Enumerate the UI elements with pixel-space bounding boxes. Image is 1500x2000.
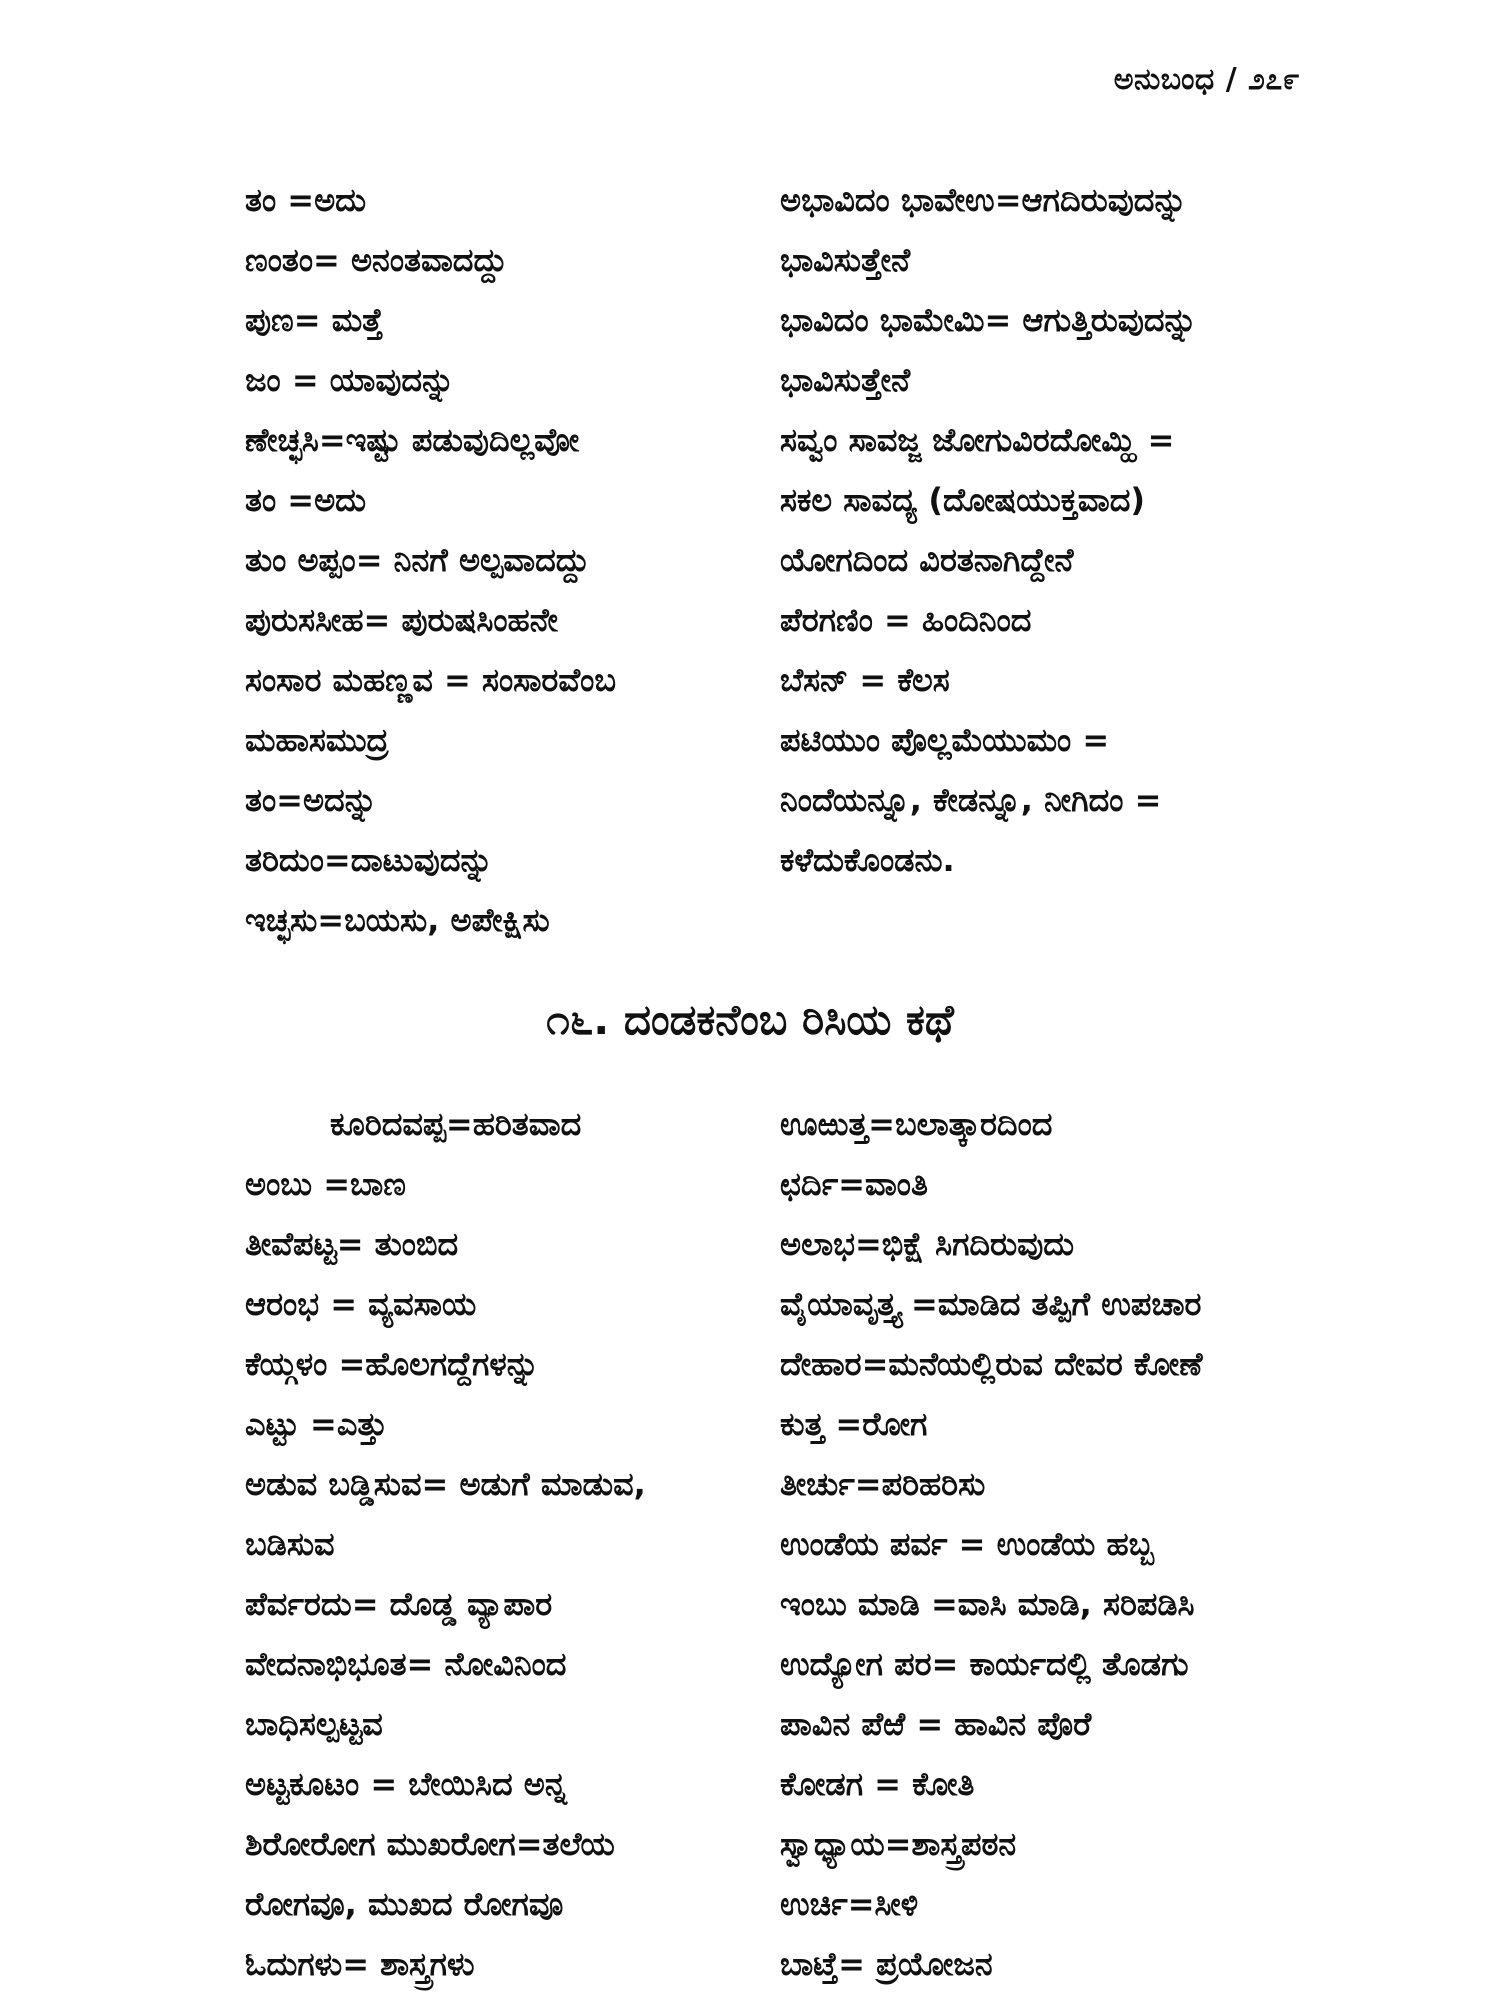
glossary-entry: ಸಂಸಾರ ಮಹಣ್ಣವ = ಸಂಸಾರವೆಂಬ <box>245 661 617 699</box>
glossary-entry: ತಂ =ಅದು <box>245 481 367 519</box>
glossary-entry: ಇಂಬು ಮಾಡಿ =ವಾಸಿ ಮಾಡಿ, ಸರಿಪಡಿಸಿ <box>780 1585 1195 1623</box>
glossary-entry: ಉರ್ಚಿ=ಸೀಳಿ <box>780 1885 919 1923</box>
glossary-entry: ಕೆಯ್ಗಳಂ =ಹೊಲಗದ್ದೆಗಳನ್ನು <box>245 1345 540 1383</box>
section-heading: ೧೬. ದಂಡಕನೆಂಬ ರಿಸಿಯ ಕಥೆ <box>546 995 954 1044</box>
glossary-entry: ಪುರುಸಸೀಹ= ಪುರುಷಸಿಂಹನೇ <box>245 601 559 639</box>
glossary-column-right-2 <box>780 1094 1300 1994</box>
glossary-entry: ಭಾವಿಸುತ್ತೇನೆ <box>780 361 911 399</box>
glossary-entry: ಅಂಬು =ಬಾಣ <box>245 1165 406 1203</box>
glossary-entry: ಬೆಸನ್ = ಕೆಲಸ <box>780 661 950 699</box>
glossary-entry: ತಂ=ಅದನ್ನು <box>245 781 377 819</box>
glossary-entry: ಕುತ್ತ =ರೋಗ <box>780 1405 928 1443</box>
glossary-entry: ತರಿದುಂ=ದಾಟುವುದನ್ನು <box>245 841 493 879</box>
glossary-entry: ಬಡಿಸುವ <box>245 1525 335 1563</box>
glossary-entry: ಭಾವಿಸುತ್ತೇನೆ <box>780 241 911 279</box>
glossary-entry: ಉಂಡೆಯ ಪರ್ವ = ಉಂಡೆಯ ಹಬ್ಬ <box>780 1525 1154 1563</box>
glossary-entry: ಅಟ್ಟಕೂಟಂ = ಬೇಯಿಸಿದ ಅನ್ನ <box>245 1765 567 1803</box>
glossary-entry: ಸವ್ವಂ ಸಾವಜ್ಜ ಜೋಗುವಿರದೋಮ್ಹಿ = <box>780 421 1175 459</box>
glossary-entry: ಅಡುವ ಬಡ್ಡಿಸುವ= ಅಡುಗೆ ಮಾಡುವ, <box>245 1465 646 1503</box>
glossary-entry: ಊಱುತ್ತ=ಬಲಾತ್ಕಾರದಿಂದ <box>780 1105 1053 1143</box>
glossary-entry: ಕಳೆದುಕೊಂಡನು. <box>780 841 955 879</box>
glossary-entry: ಓದುಗಳು= ಶಾಸ್ತ್ರಗಳು <box>245 1945 475 1983</box>
glossary-entry: ಜಂ = ಯಾವುದನ್ನು <box>245 361 455 399</box>
glossary-entry: ತಂ =ಅದು <box>245 181 367 219</box>
glossary-entry: ಕೋಡಗ = ಕೋತಿ <box>780 1765 975 1803</box>
glossary-entry: ಪುಣ= ಮತ್ತೆ <box>245 301 384 339</box>
glossary-column-left-1 <box>245 170 745 950</box>
glossary-entry: ಛರ್ದಿ=ವಾಂತಿ <box>780 1165 928 1203</box>
glossary-column-left-2 <box>245 1094 745 1994</box>
glossary-entry: ಅಲಾಭ=ಭಿಕ್ಷೆ ಸಿಗದಿರುವುದು <box>780 1225 1075 1263</box>
glossary-entry: ತುಂ ಅಪ್ಪಂ= ನಿನಗೆ ಅಲ್ಪವಾದದ್ದು <box>245 541 590 579</box>
glossary-entry: ಉದ್ಯೋಗ ಪರ= ಕಾರ್ಯದಲ್ಲಿ ತೊಡಗು <box>780 1645 1189 1683</box>
glossary-entry: ವೈಯಾವೃತ್ತ್ಯ =ಮಾಡಿದ ತಪ್ಪಿಗೆ ಉಪಚಾರ <box>780 1285 1202 1323</box>
glossary-entry: ಯೋಗದಿಂದ ವಿರತನಾಗಿದ್ದೇನೆ <box>780 541 1074 579</box>
running-header: ಅನುಬಂಧ / ೨೭೯ <box>1113 62 1300 97</box>
glossary-entry: ಎಟ್ಟು =ಎತ್ತು <box>245 1405 388 1443</box>
glossary-column-right-1 <box>780 170 1300 890</box>
glossary-entry: ಸ್ವಾಧ್ಯಾಯ=ಶಾಸ್ತ್ರಪಠನ <box>780 1825 1017 1863</box>
glossary-entry: ಶಿರೋರೋಗ ಮುಖರೋಗ=ತಲೆಯ <box>245 1825 615 1863</box>
glossary-entry: ಸಕಲ ಸಾವದ್ಯ (ದೋಷಯುಕ್ತವಾದ) <box>780 481 1146 519</box>
glossary-entry: ನಿಂದೆಯನ್ನೂ, ಕೇಡನ್ನೂ, ನೀಗಿದಂ = <box>780 781 1162 819</box>
glossary-entry: ಭಾವಿದಂ ಭಾಮೇಮಿ= ಆಗುತ್ತಿರುವುದನ್ನು <box>780 301 1197 339</box>
glossary-entry: ದೇಹಾರ=ಮನೆಯಲ್ಲಿರುವ ದೇವರ ಕೋಣೆ <box>780 1345 1203 1383</box>
glossary-entry: ತೀರ್ಚು=ಪರಿಹರಿಸು <box>780 1465 986 1503</box>
glossary-entry: ಪೆರ್ವರದು= ದೊಡ್ಡ ವ್ಯಾಪಾರ <box>245 1585 553 1623</box>
glossary-entry: ಬಾಟ್ತೆ= ಪ್ರಯೋಜನ <box>780 1945 993 1983</box>
glossary-entry: ಮಹಾಸಮುದ್ರ <box>245 721 389 759</box>
glossary-entry: ಪೆರಗಣಿಂ = ಹಿಂದಿನಿಂದ <box>780 601 1032 639</box>
glossary-entry: ಆರಂಭ = ವ್ಯವಸಾಯ <box>245 1285 477 1323</box>
glossary-entry: ಇಚ್ಛಸು=ಬಯಸು, ಅಪೇಕ್ಷಿಸು <box>245 901 550 939</box>
glossary-entry: ಪಾವಿನ ಪೆಱೆ = ಹಾವಿನ ಪೊರೆ <box>780 1705 1092 1743</box>
glossary-entry: ಣೇಚ್ಛಸಿ=ಇಷ್ಟು ಪಡುವುದಿಲ್ಲವೋ <box>245 421 580 459</box>
glossary-entry: ಣಂತಂ= ಅನಂತವಾದದ್ದು <box>245 241 508 279</box>
glossary-entry: ಬಾಧಿಸಲ್ಪಟ್ಟವ <box>245 1705 383 1743</box>
glossary-entry: ತೀವೆಪಟ್ಟ= ತುಂಬಿದ <box>245 1225 459 1263</box>
glossary-entry: ರೋಗವೂ, ಮುಖದ ರೋಗವೂ <box>245 1885 564 1923</box>
glossary-entry: ಅಭಾವಿದಂ ಭಾವೇಉ=ಆಗದಿರುವುದನ್ನು <box>780 181 1187 219</box>
glossary-entry: ವೇದನಾಭಿಭೂತ= ನೋವಿನಿಂದ <box>245 1645 567 1683</box>
glossary-entry: ಪಟಿಯುಂ ಪೊಲ್ಲಮೆಯುಮಂ = <box>780 721 1110 759</box>
glossary-entry: ಕೂರಿದವಪ್ಪ=ಹರಿತವಾದ <box>330 1105 582 1143</box>
